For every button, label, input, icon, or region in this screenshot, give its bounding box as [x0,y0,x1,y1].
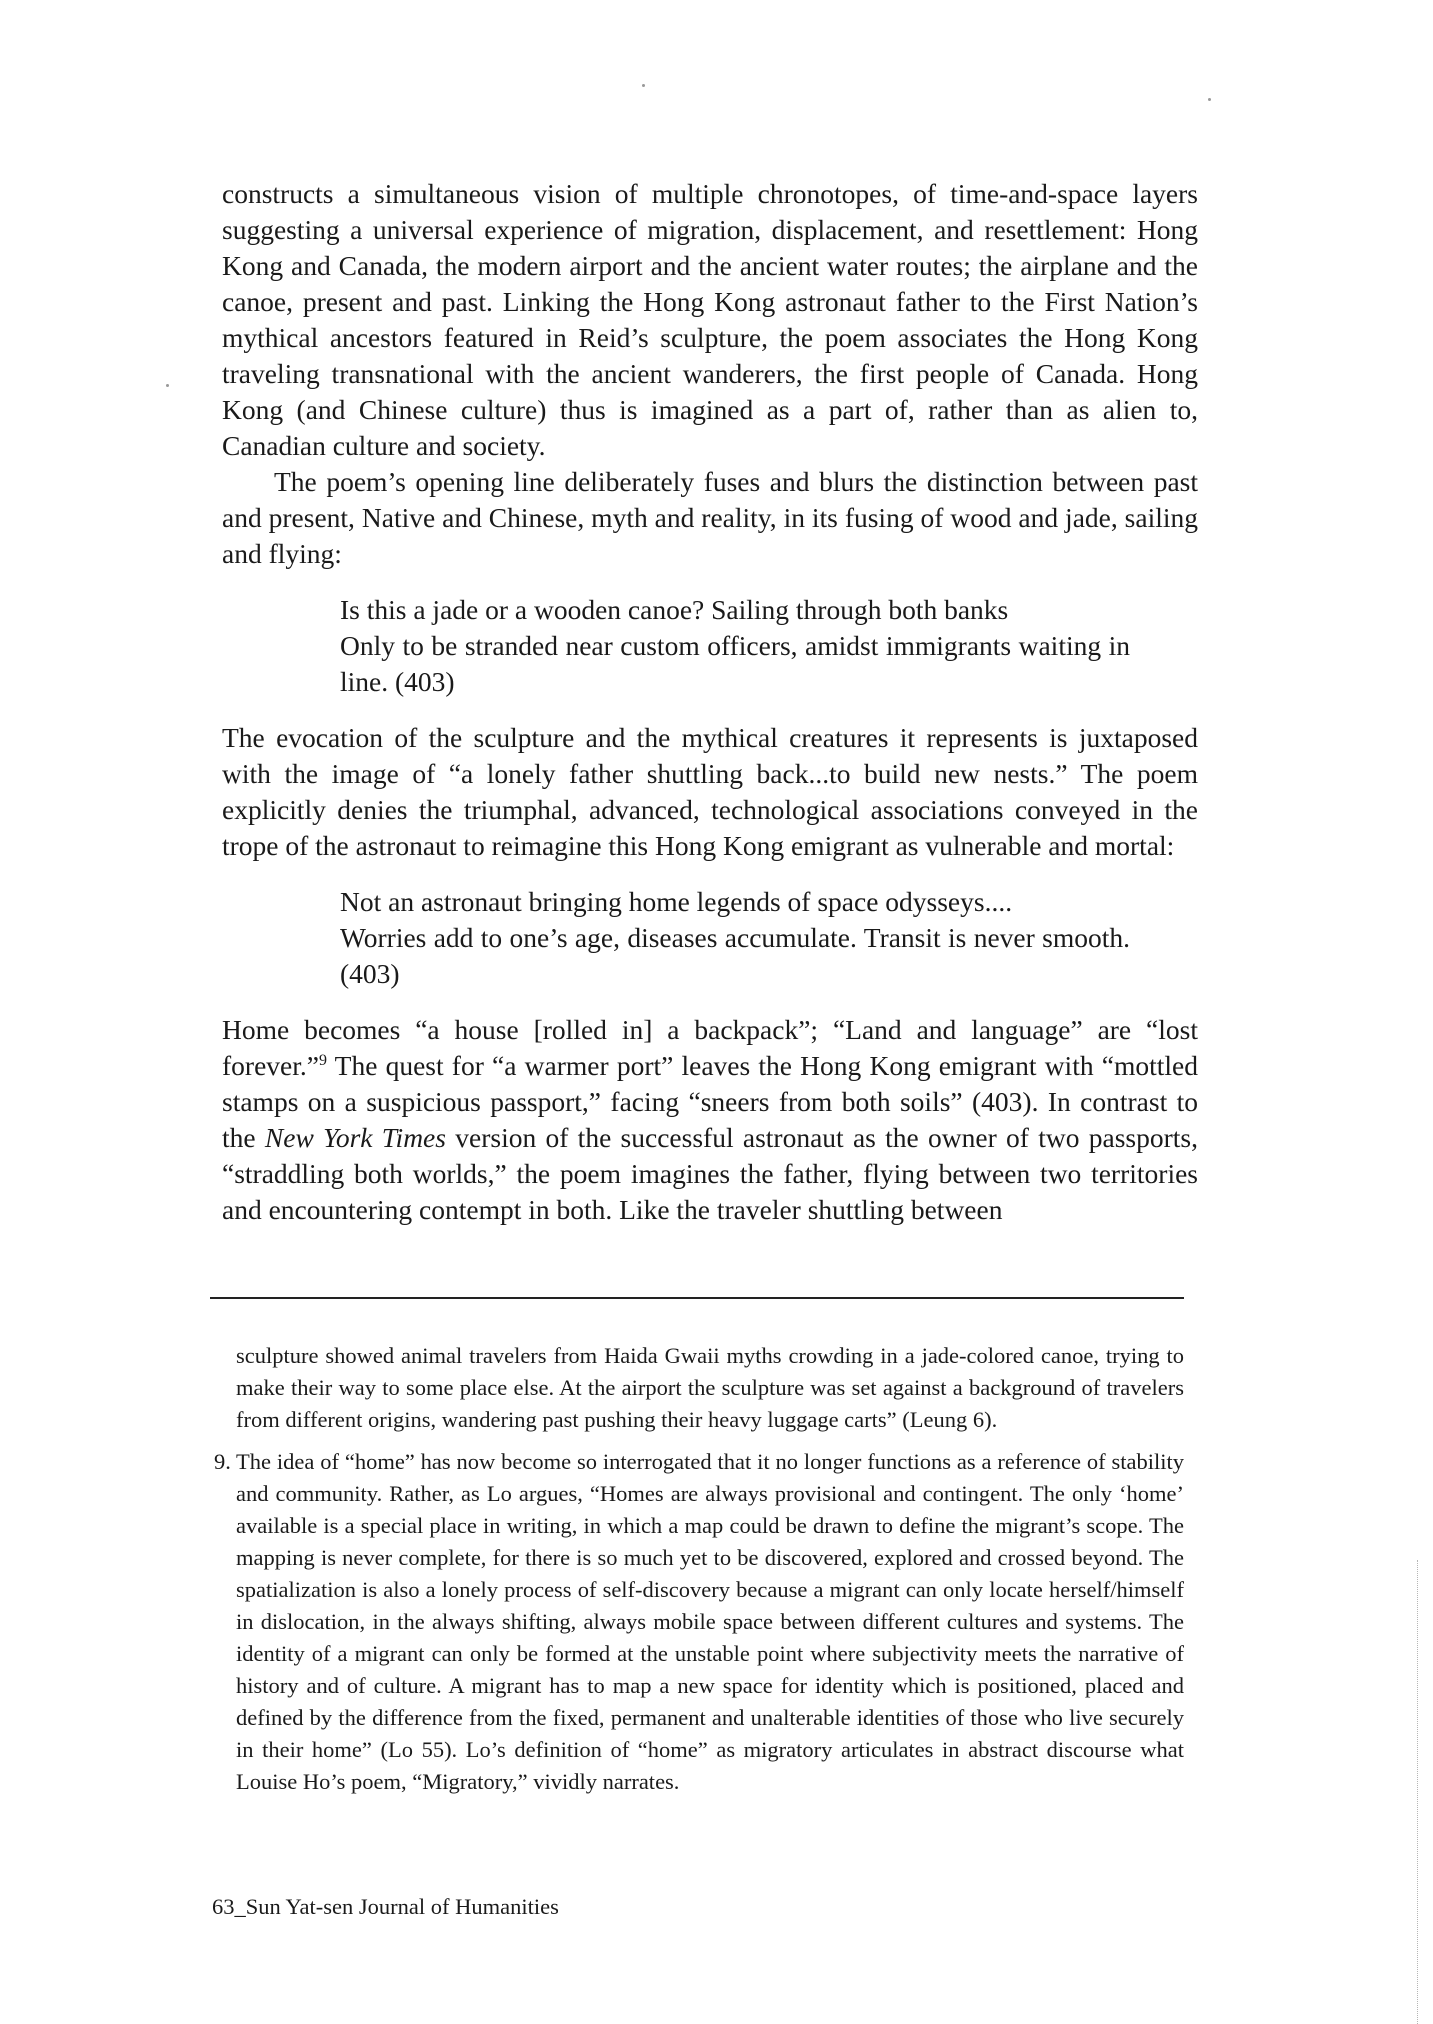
footnote-reference-9: 9 [318,1051,327,1069]
poem-quote-2-line-1: Not an astronaut bringing home legends of space odysseys.... [340,886,1013,917]
newspaper-title: New York Times [264,1122,446,1153]
paragraph-1: constructs a simultaneous vision of multiple chronotopes, of time-and-space layers suggesting a universal experience of migration, displacement, and resettlement: Hong Kong and Canada, the modern airport and the ancient water routes; the airplane and the canoe, present and past. Linking the Hong Kong astronaut father to the First Nation’s mythical ancestors featured in Reid’s sculpture, the poem associates the Hong Kong traveling transnational with the ancient wanderers, the first people of Canada. Hong Kong (and Chinese culture) thus is imagined as a part of, rather than as alien to, Canadian culture and society. [222,178,1198,461]
main-body-text [222,176,1198,1228]
poem-quote-1 [340,592,1130,700]
scan-speck [642,84,645,87]
footnotes-section [214,1340,1184,1798]
poem-quote-1-line-2: Only to be stranded near custom officers, amidst immigrants waiting in line. (403) [340,630,1130,697]
paragraph-3: The evocation of the sculpture and the mythical creatures it represents is juxtaposed with the image of “a lonely father shuttling back...to build new nests.” The poem explicitly denies the triumphal, advanced, technological associations conveyed in the trope of the astronaut to reimagine this Hong Kong emigrant as vulnerable and mortal: [222,722,1198,861]
scan-speck [166,384,169,387]
footnote-9 [214,1446,1184,1798]
paragraph-4-part-b: The quest for “a warmer port” leaves the Hong Kong emigrant with “mottled stamps on a suspicious passport,” facing “sneers from both soils” (403). In contrast to the [222,1050,1198,1153]
footnote-9-number: 9. [214,1449,231,1474]
poem-quote-2-line-2: Worries add to one’s age, diseases accumulate. Transit is never smooth. (403) [340,922,1130,989]
paragraph-4 [222,1012,1198,1228]
page-footer: 63_Sun Yat-sen Journal of Humanities [212,1894,559,1919]
footnote-8-continued: sculpture showed animal travelers from Haida Gwaii myths crowding in a jade-colored canoe, trying to make their way to some place else. At the airport the sculpture was set against a background of travelers from different origins, wandering past pushing their heavy luggage carts” (Leung 6). [236,1343,1184,1432]
paragraph-4-part-a: Home becomes “a house [rolled in] a backpack”; “Land and language” are “lost forever.” [222,1014,1198,1081]
paragraph-4-part-c: version of the successful astronaut as the owner of two passports, “straddling both worlds,” the poem imagines the father, flying between two territories and encountering contempt in both. Like the traveler shuttling between [222,1122,1198,1225]
paragraph-2: The poem’s opening line deliberately fuses and blurs the distinction between past and present, Native and Chinese, myth and reality, in its fusing of wood and jade, sailing and flying: [222,466,1198,569]
poem-quote-2 [340,884,1130,992]
poem-quote-1-line-1: Is this a jade or a wooden canoe? Sailing through both banks [340,594,1009,625]
footnote-divider [210,1297,1184,1299]
scan-edge-mark [1417,1560,1419,2024]
footnote-9-text: The idea of “home” has now become so interrogated that it no longer functions as a reference of stability and community. Rather, as Lo argues, “Homes are always provisional and contingent. The only ‘home’ available is a special place in writing, in which a map could be drawn to define the migrant’s scope. The mapping is never complete, for there is so much yet to be discovered, explored and crossed beyond. The spatialization is also a lonely process of self-discovery because a migrant can only locate herself/himself in dislocation, in the always shifting, always mobile space between different cultures and systems. The identity of a migrant can only be formed at the unstable point where subjectivity meets the narrative of history and of culture. A migrant has to map a new space for identity which is positioned, placed and defined by the difference from the fixed, permanent and unalterable identities of those who live securely in their home” (Lo 55). Lo’s definition of “home” as migratory articulates in abstract discourse what Louise Ho’s poem, “Migratory,” vividly narrates. [236,1449,1184,1794]
scan-speck [1208,98,1211,101]
